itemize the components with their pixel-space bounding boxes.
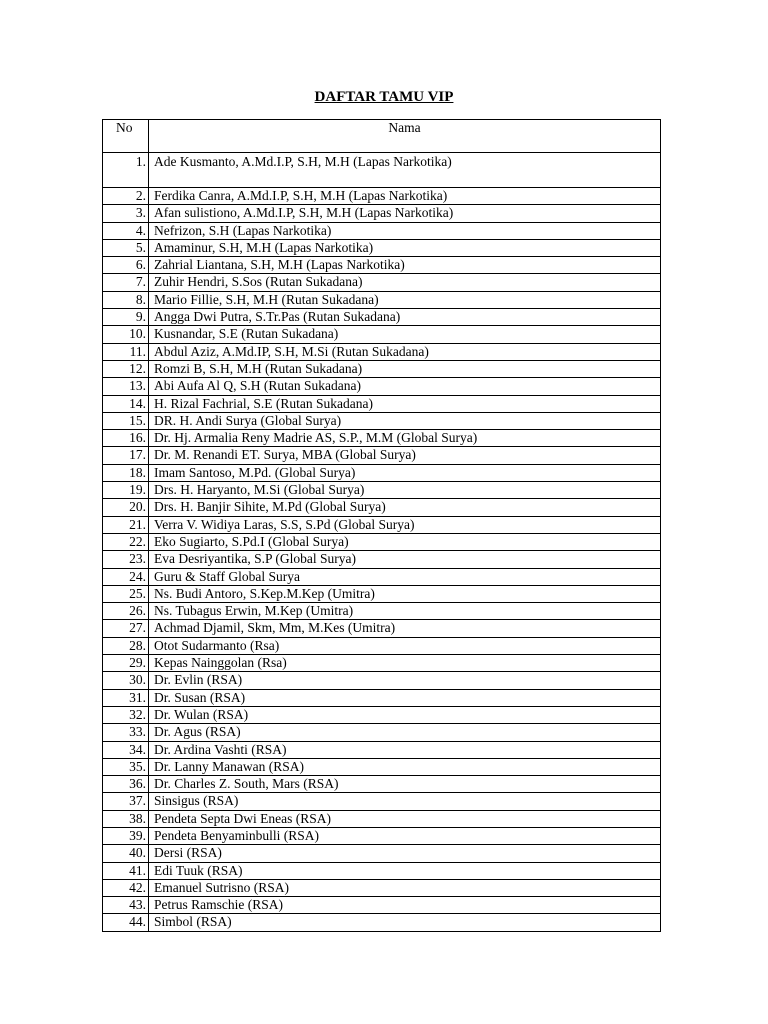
row-number: 24. <box>103 568 149 585</box>
row-number: 36. <box>103 776 149 793</box>
row-number: 7. <box>103 274 149 291</box>
guest-name: Verra V. Widiya Laras, S.S, S.Pd (Global Surya) <box>149 516 661 533</box>
row-number: 41. <box>103 862 149 879</box>
guest-name: Abdul Aziz, A.Md.IP, S.H, M.Si (Rutan Sukadana) <box>149 343 661 360</box>
row-number: 19. <box>103 482 149 499</box>
row-number: 43. <box>103 897 149 914</box>
guest-name: Kepas Nainggolan (Rsa) <box>149 655 661 672</box>
row-number: 16. <box>103 430 149 447</box>
guest-name: Imam Santoso, M.Pd. (Global Surya) <box>149 464 661 481</box>
guest-name: Eko Sugiarto, S.Pd.I (Global Surya) <box>149 533 661 550</box>
table-row <box>103 862 661 879</box>
row-number: 27. <box>103 620 149 637</box>
table-row <box>103 205 661 222</box>
table-row <box>103 360 661 377</box>
guest-name: H. Rizal Fachrial, S.E (Rutan Sukadana) <box>149 395 661 412</box>
row-number: 28. <box>103 637 149 654</box>
guest-name: Nefrizon, S.H (Lapas Narkotika) <box>149 222 661 239</box>
table-row <box>103 464 661 481</box>
row-number: 25. <box>103 585 149 602</box>
guest-name: DR. H. Andi Surya (Global Surya) <box>149 412 661 429</box>
table-row <box>103 153 661 188</box>
guest-name: Ns. Tubagus Erwin, M.Kep (Umitra) <box>149 603 661 620</box>
row-number: 42. <box>103 879 149 896</box>
table-row <box>103 827 661 844</box>
guest-name: Dr. Ardina Vashti (RSA) <box>149 741 661 758</box>
row-number: 14. <box>103 395 149 412</box>
row-number: 44. <box>103 914 149 931</box>
guest-name: Emanuel Sutrisno (RSA) <box>149 879 661 896</box>
table-row <box>103 326 661 343</box>
row-number: 40. <box>103 845 149 862</box>
guest-name: Dr. Susan (RSA) <box>149 689 661 706</box>
table-row <box>103 551 661 568</box>
guest-name: Dr. Charles Z. South, Mars (RSA) <box>149 776 661 793</box>
page-title: DAFTAR TAMU VIP <box>314 89 454 105</box>
guest-name: Drs. H. Haryanto, M.Si (Global Surya) <box>149 482 661 499</box>
table-row <box>103 897 661 914</box>
guest-name: Drs. H. Banjir Sihite, M.Pd (Global Surya) <box>149 499 661 516</box>
row-number: 17. <box>103 447 149 464</box>
guest-name: Eva Desriyantika, S.P (Global Surya) <box>149 551 661 568</box>
row-number: 6. <box>103 257 149 274</box>
row-number: 21. <box>103 516 149 533</box>
row-number: 15. <box>103 412 149 429</box>
row-number: 30. <box>103 672 149 689</box>
table-row <box>103 741 661 758</box>
table-row <box>103 672 661 689</box>
guest-name: Angga Dwi Putra, S.Tr.Pas (Rutan Sukadana) <box>149 309 661 326</box>
table-row <box>103 274 661 291</box>
column-header-name: Nama <box>149 120 661 153</box>
guest-name: Abi Aufa Al Q, S.H (Rutan Sukadana) <box>149 378 661 395</box>
guest-name: Ade Kusmanto, A.Md.I.P, S.H, M.H (Lapas Narkotika) <box>149 153 661 188</box>
table-row <box>103 239 661 256</box>
row-number: 9. <box>103 309 149 326</box>
table-header-row <box>103 120 661 153</box>
table-row <box>103 343 661 360</box>
table-row <box>103 516 661 533</box>
guest-name: Dr. Wulan (RSA) <box>149 706 661 723</box>
row-number: 26. <box>103 603 149 620</box>
table-row <box>103 188 661 205</box>
guest-name: Simbol (RSA) <box>149 914 661 931</box>
row-number: 10. <box>103 326 149 343</box>
row-number: 13. <box>103 378 149 395</box>
row-number: 11. <box>103 343 149 360</box>
table-row <box>103 689 661 706</box>
table-row <box>103 378 661 395</box>
row-number: 18. <box>103 464 149 481</box>
table-row <box>103 810 661 827</box>
row-number: 35. <box>103 758 149 775</box>
table-row <box>103 499 661 516</box>
table-row <box>103 845 661 862</box>
table-row <box>103 914 661 931</box>
row-number: 1. <box>103 153 149 188</box>
table-row <box>103 430 661 447</box>
row-number: 12. <box>103 360 149 377</box>
table-row <box>103 724 661 741</box>
guest-name: Amaminur, S.H, M.H (Lapas Narkotika) <box>149 239 661 256</box>
row-number: 3. <box>103 205 149 222</box>
row-number: 33. <box>103 724 149 741</box>
table-row <box>103 879 661 896</box>
table-row <box>103 706 661 723</box>
guest-name: Sinsigus (RSA) <box>149 793 661 810</box>
row-number: 23. <box>103 551 149 568</box>
row-number: 39. <box>103 827 149 844</box>
table-row <box>103 793 661 810</box>
row-number: 31. <box>103 689 149 706</box>
table-row <box>103 257 661 274</box>
guest-name: Pendeta Benyaminbulli (RSA) <box>149 827 661 844</box>
row-number: 37. <box>103 793 149 810</box>
column-header-no: No <box>103 120 149 153</box>
table-row <box>103 603 661 620</box>
table-row <box>103 585 661 602</box>
guest-name: Dr. Hj. Armalia Reny Madrie AS, S.P., M.M (Global Surya) <box>149 430 661 447</box>
guest-name: Pendeta Septa Dwi Eneas (RSA) <box>149 810 661 827</box>
row-number: 29. <box>103 655 149 672</box>
guest-name: Ferdika Canra, A.Md.I.P, S.H, M.H (Lapas Narkotika) <box>149 188 661 205</box>
guest-name: Mario Fillie, S.H, M.H (Rutan Sukadana) <box>149 291 661 308</box>
guest-name: Dersi (RSA) <box>149 845 661 862</box>
table-row <box>103 447 661 464</box>
guest-table <box>102 119 661 932</box>
table-row <box>103 291 661 308</box>
guest-name: Dr. Evlin (RSA) <box>149 672 661 689</box>
table-row <box>103 637 661 654</box>
row-number: 8. <box>103 291 149 308</box>
table-row <box>103 620 661 637</box>
guest-name: Dr. Lanny Manawan (RSA) <box>149 758 661 775</box>
table-row <box>103 533 661 550</box>
row-number: 22. <box>103 533 149 550</box>
row-number: 34. <box>103 741 149 758</box>
table-row <box>103 482 661 499</box>
guest-name: Otot Sudarmanto (Rsa) <box>149 637 661 654</box>
guest-name: Guru & Staff Global Surya <box>149 568 661 585</box>
row-number: 38. <box>103 810 149 827</box>
table-row <box>103 395 661 412</box>
guest-name: Ns. Budi Antoro, S.Kep.M.Kep (Umitra) <box>149 585 661 602</box>
table-row <box>103 309 661 326</box>
table-row <box>103 758 661 775</box>
table-row <box>103 412 661 429</box>
guest-name: Zuhir Hendri, S.Sos (Rutan Sukadana) <box>149 274 661 291</box>
guest-name: Dr. M. Renandi ET. Surya, MBA (Global Surya) <box>149 447 661 464</box>
guest-name: Achmad Djamil, Skm, Mm, M.Kes (Umitra) <box>149 620 661 637</box>
row-number: 32. <box>103 706 149 723</box>
row-number: 5. <box>103 239 149 256</box>
guest-name: Romzi B, S.H, M.H (Rutan Sukadana) <box>149 360 661 377</box>
table-row <box>103 655 661 672</box>
guest-name: Afan sulistiono, A.Md.I.P, S.H, M.H (Lapas Narkotika) <box>149 205 661 222</box>
guest-name: Kusnandar, S.E (Rutan Sukadana) <box>149 326 661 343</box>
row-number: 4. <box>103 222 149 239</box>
guest-name: Dr. Agus (RSA) <box>149 724 661 741</box>
guest-name: Edi Tuuk (RSA) <box>149 862 661 879</box>
table-row <box>103 776 661 793</box>
row-number: 2. <box>103 188 149 205</box>
guest-name: Petrus Ramschie (RSA) <box>149 897 661 914</box>
table-row <box>103 568 661 585</box>
row-number: 20. <box>103 499 149 516</box>
guest-name: Zahrial Liantana, S.H, M.H (Lapas Narkotika) <box>149 257 661 274</box>
guest-rows <box>103 153 661 932</box>
table-row <box>103 222 661 239</box>
